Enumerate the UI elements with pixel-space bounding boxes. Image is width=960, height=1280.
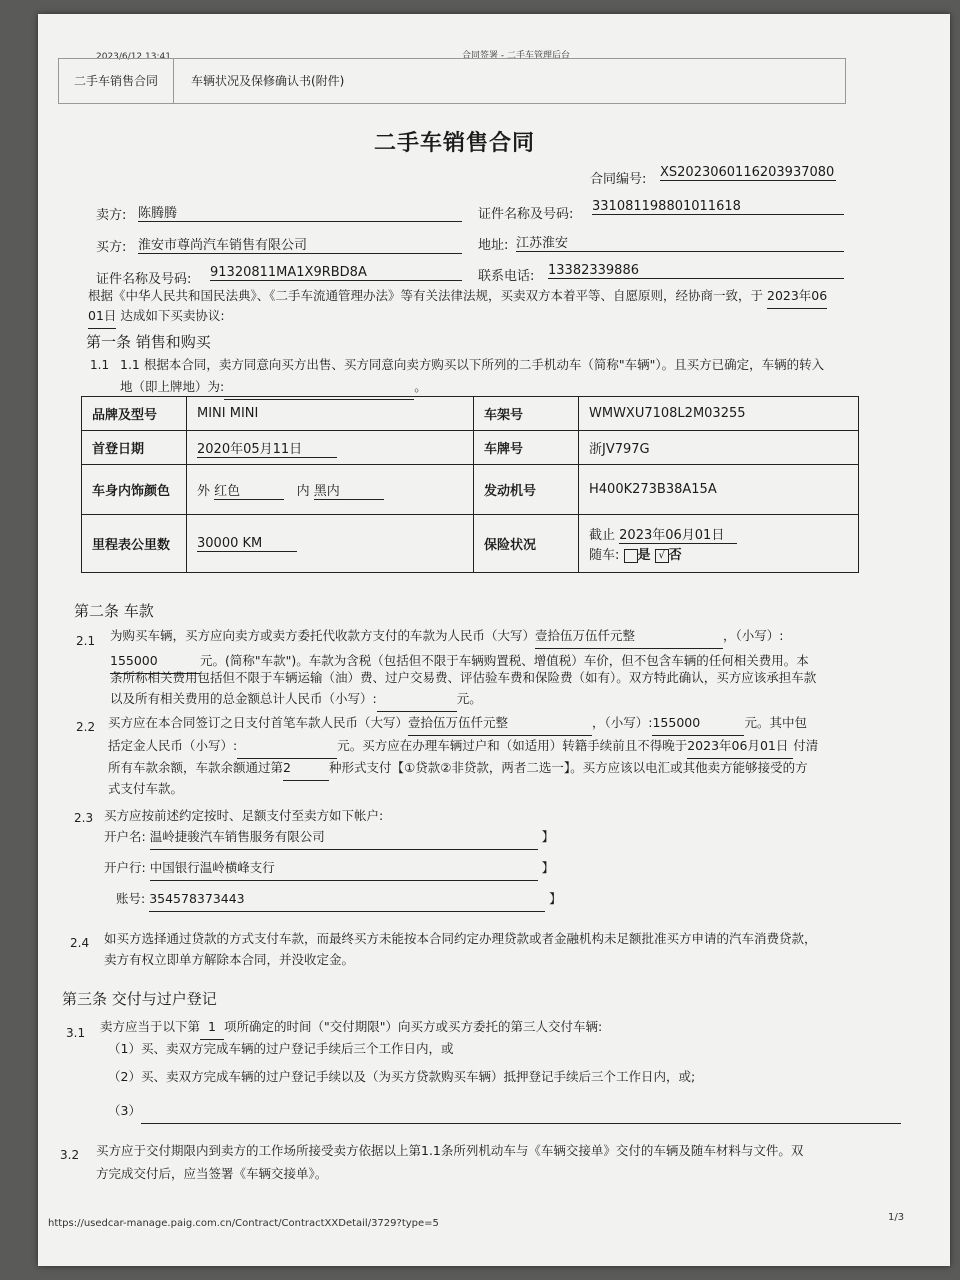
tab-sales-contract[interactable]: 二手车销售合同: [59, 59, 174, 103]
vin-label: 车架号: [474, 397, 579, 431]
phone-label: 联系电话:: [478, 269, 535, 284]
insurance-cell: 截止 2023年06月01日 随车: 是 √ 否: [579, 515, 859, 573]
tab-vehicle-condition[interactable]: 车辆状况及保修确认书(附件): [191, 74, 345, 88]
clause-2-1-line-2: 155000 元。(简称"车款")。车款为含税（包括但不限于车辆购置税、增值税）车价，但不包含车辆的任何相关费用。本: [110, 648, 809, 674]
page-number: 1/3: [888, 1212, 905, 1223]
clause-2-2-number: 2.2: [76, 720, 96, 734]
plate-value: 浙JV797G: [579, 431, 859, 465]
article1-heading: 第一条 销售和购买: [86, 333, 211, 351]
clause-3-2-line-2: 方完成交付后，应当签署《车辆交接单》。: [96, 1166, 328, 1181]
clause-2-1-number: 2.1: [76, 634, 96, 648]
clause-2-4-line-2: 卖方有权立即单方解除本合同，并没收定金。: [104, 952, 355, 967]
clause-2-2-line-3: 所有车款余额，车款余额通过第2 种形式支付【①贷款②非贷款，两者二选一】。买方应该以电汇或其他卖方能够接受的方: [108, 755, 808, 781]
contract-number-value: XS2023060116203937080: [660, 165, 835, 180]
bank-name-row: 开户名: 温岭捷骏汽车销售服务有限公司 】: [104, 824, 554, 850]
tab-bar: [58, 58, 846, 104]
seller-id-label: 证件名称及号码:: [478, 207, 574, 222]
insurance-yes-checkbox: [624, 549, 638, 563]
print-page-title: 合同签署 - 二手车管理后台: [462, 51, 570, 61]
account-value: 354578373443: [149, 886, 545, 912]
clause-3-1-option-3: （3）: [108, 1098, 901, 1124]
engine-value: H400K273B38A15A: [579, 465, 859, 515]
address-label: 地址:: [478, 238, 509, 253]
mileage-value: 30000 KM: [197, 536, 297, 552]
buyer-id-value: 91320811MA1X9RBD8A: [210, 265, 462, 281]
vin-value: WMWXU7108L2M03255: [579, 397, 859, 431]
vehicle-table: [81, 396, 859, 573]
clause-1-1-line-2: 地（即上牌地）为: 。: [120, 374, 427, 400]
brand-value: MINI MINI: [187, 397, 474, 431]
bank-name-value: 温岭捷骏汽车销售服务有限公司: [150, 824, 538, 850]
buyer-value: 淮安市尊尚汽车销售有限公司: [138, 234, 462, 254]
phone-value: 13382339886: [548, 263, 844, 279]
preamble-line-2: 01日 达成如下买卖协议:: [88, 303, 225, 329]
clause-2-3-text: 买方应按前述约定按时、足额支付至卖方如下帐户:: [104, 808, 384, 823]
clause-2-4-line-1: 如买方选择通过贷款的方式支付车款，而最终买方未能按本合同约定办理贷款或者金融机构未足额批准买方申请的汽车消费贷款，: [104, 931, 817, 946]
color-inner-value: 黑内: [314, 480, 384, 500]
print-datetime: 2023/6/12 13:41: [96, 52, 171, 62]
clause-2-1-line-4: 以及所有相关费用的总金额总计人民币（小写）: 元。: [110, 686, 482, 712]
reg-date-label: 首登日期: [82, 431, 187, 465]
article3-heading: 第三条 交付与过户登记: [62, 990, 217, 1008]
color-cell: 外 红色 内 黑内: [187, 465, 474, 515]
mileage-cell: [187, 515, 474, 573]
bank-row: 开户行: 中国银行温岭横峰支行 】: [104, 855, 554, 881]
address-value: 江苏淮安: [516, 232, 844, 252]
clause-1-1-line-1: 1.1 根据本合同，卖方同意向买方出售、买方同意向卖方购买以下所列的二手机动车（简称"车辆"）。且买方已确定，车辆的转入: [120, 357, 825, 372]
insurance-until-value: 2023年06月01日: [619, 524, 737, 544]
engine-label: 发动机号: [474, 465, 579, 515]
contract-number-label: 合同编号:: [590, 172, 647, 187]
clause-3-2-line-1: 买方应于交付期限内到卖方的工作场所接受卖方依据以上第1.1条所列机动车与《车辆交接单》交付的车辆及随车材料与文件。双: [96, 1143, 804, 1158]
seller-label: 卖方:: [96, 208, 127, 223]
clause-2-1-line-3: 条所称相关费用包括但不限于车辆运输（油）费、过户交易费、评估验车费和保险费（如有）。双方特此确认，买方应该承担车款: [110, 670, 817, 685]
mileage-label: 里程表公里数: [82, 515, 187, 573]
clause-3-1-option-2: （2）买、卖双方完成车辆的过户登记手续以及（为买方贷款购买车辆）抵押登记手续后三个工作日内，或;: [108, 1069, 696, 1084]
article2-heading: 第二条 车款: [74, 602, 154, 620]
reg-date-value: 2020年05月11日: [197, 438, 337, 458]
buyer-label: 买方:: [96, 240, 127, 255]
contract-title: 二手车销售合同: [374, 131, 536, 156]
clause-3-1-number: 3.1: [66, 1026, 86, 1040]
seller-value: 陈腾腾: [138, 202, 462, 222]
clause-3-1-option-1: （1）买、卖双方完成车辆的过户登记手续后三个工作日内，或: [108, 1041, 454, 1056]
clause-3-1-line-1: 卖方应当于以下第 1 项所确定的时间（"交付期限"）向买方或买方委托的第三人交付车辆:: [100, 1014, 602, 1040]
insurance-no-checkbox: √: [655, 549, 669, 563]
clause-2-2-line-1: 买方应在本合同签订之日支付首笔车款人民币（大写）壹拾伍万伍仟元整 ，（小写）:155000 元。其中包: [108, 710, 807, 736]
plate-label: 车牌号: [474, 431, 579, 465]
insurance-label: 保险状况: [474, 515, 579, 573]
bank-value: 中国银行温岭横峰支行: [150, 855, 538, 881]
clause-2-2-line-2: 括定金人民币（小写）: 元。买方应在办理车辆过户和（如适用）转籍手续前且不得晚于2023年06月01日 付清: [108, 733, 818, 759]
clause-2-4-number: 2.4: [70, 936, 90, 950]
reg-date-cell: [187, 431, 474, 465]
page-url: https://usedcar-manage.paig.com.cn/Contract/ContractXXDetail/3729?type=5: [48, 1218, 439, 1229]
clause-1-1-number: 1.1: [90, 358, 110, 372]
clause-2-3-number: 2.3: [74, 811, 94, 825]
color-outer-value: 红色: [214, 480, 284, 500]
color-label: 车身内饰颜色: [82, 465, 187, 515]
brand-label: 品牌及型号: [82, 397, 187, 431]
buyer-id-label: 证件名称及号码:: [96, 272, 192, 287]
account-row: 账号: 354578373443 】: [116, 886, 562, 912]
preamble-line-1: 根据《中华人民共和国民法典》、《二手车流通管理办法》等有关法律法规，买卖双方本着平等、自愿原则，经协商一致，于 2023年06: [88, 283, 827, 309]
clause-2-1-line-1: 为购买车辆，买方应向卖方或卖方委托代收款方支付的车款为人民币（大写）壹拾伍万伍仟元整 ，（小写）:: [110, 623, 783, 649]
clause-3-2-number: 3.2: [60, 1148, 80, 1162]
clause-2-2-line-4: 式支付车款。: [108, 781, 184, 796]
seller-id-value: 331081198801011618: [592, 199, 844, 215]
